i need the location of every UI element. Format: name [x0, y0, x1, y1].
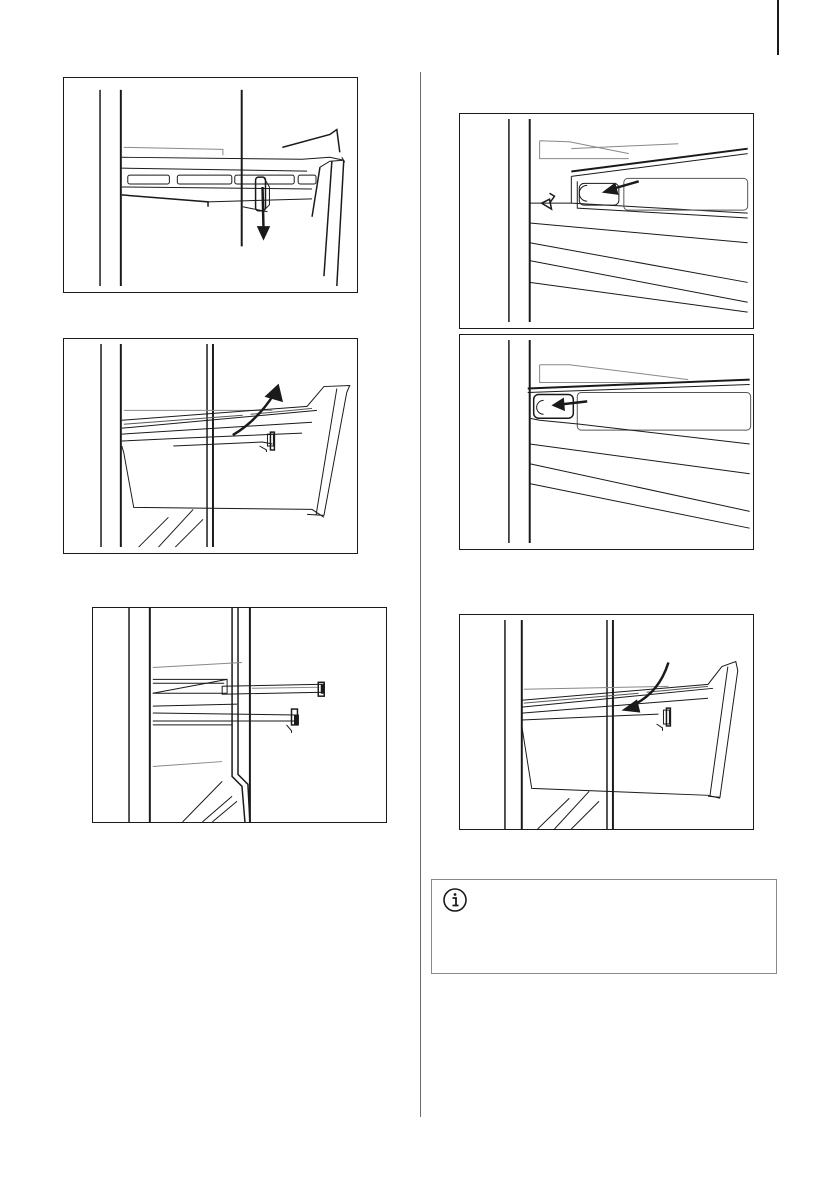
- info-icon: [442, 887, 468, 913]
- note-box: [431, 879, 777, 974]
- figure-drawer-rail-latch-release: [63, 77, 358, 293]
- figure-drawer-lift-out: [63, 338, 358, 554]
- figure-rail-hook-engage: [459, 113, 754, 329]
- column-divider: [420, 72, 421, 1117]
- page-edge-mark: [777, 0, 779, 55]
- figure-drawer-reinsert: [459, 614, 754, 830]
- figure-telescopic-rails-extended: [92, 607, 387, 823]
- figure-rail-hook-seated: [459, 334, 754, 550]
